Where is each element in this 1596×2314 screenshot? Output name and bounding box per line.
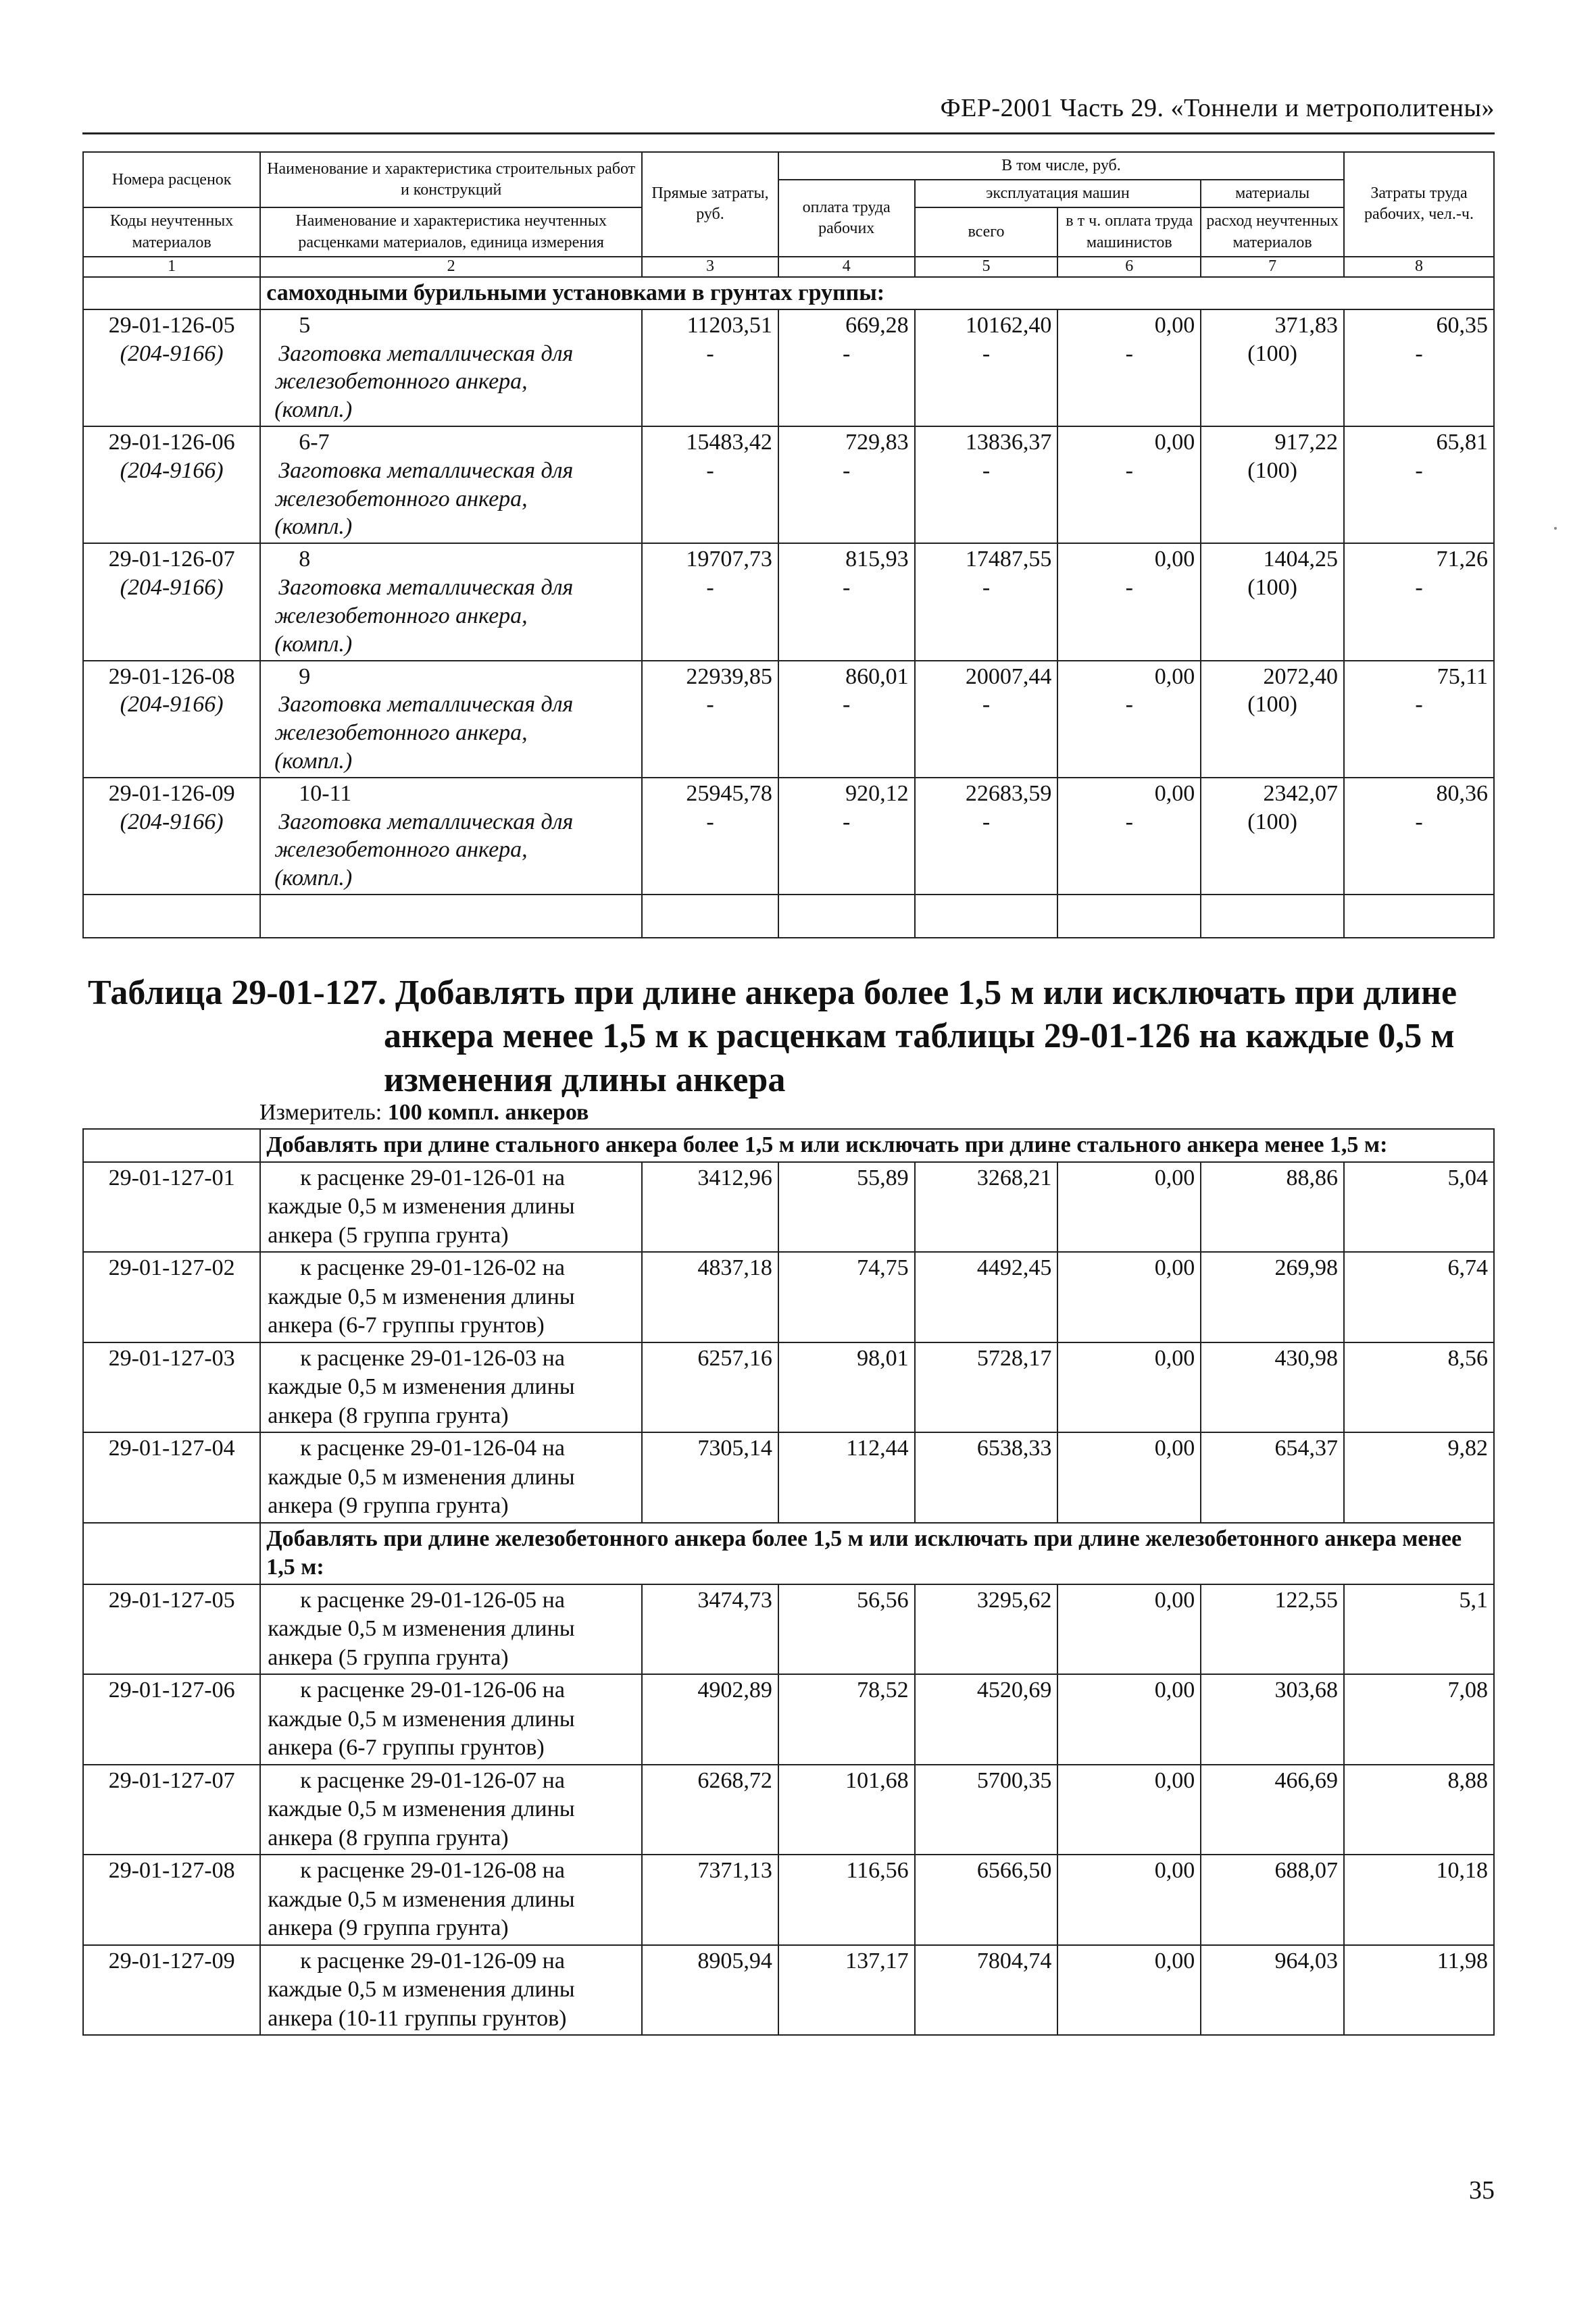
material-name: (компл.) <box>274 865 353 891</box>
description-line: к расценке 29-01-126-02 на <box>300 1255 565 1280</box>
margin-mark <box>1554 527 1557 530</box>
materials-use: (100) <box>1247 692 1297 718</box>
material-name: железобетонного анкера, <box>274 720 528 746</box>
value-materials: 122,55 <box>1201 1584 1344 1675</box>
steel-rows <box>83 1162 1494 1523</box>
value-labor: 8,88 <box>1344 1765 1494 1855</box>
value-wages: 112,44 <box>778 1432 915 1523</box>
value-machines: 3268,21 <box>915 1162 1058 1253</box>
description-line: анкера (5 группа грунта) <box>268 1644 509 1670</box>
dash: - <box>1415 692 1423 718</box>
col-labor: Затраты труда рабочих, чел.-ч. <box>1344 152 1494 257</box>
value-machinists: 0,00 <box>1057 1162 1201 1253</box>
description-line: анкера (6-7 группы грунтов) <box>268 1313 545 1338</box>
materials-use: (100) <box>1247 341 1297 366</box>
value-cell <box>1057 543 1201 660</box>
rate-code: 29-01-126-06 <box>108 430 235 455</box>
description-cell <box>260 1342 642 1433</box>
value-labor: 9,82 <box>1344 1432 1494 1523</box>
rate-code-cell <box>83 309 260 426</box>
col-number: 4 <box>778 257 915 277</box>
table-row <box>83 1342 1494 1433</box>
table-row <box>83 661 1494 778</box>
dash: - <box>982 809 991 834</box>
col-materials-use: расход неучтенных материалов <box>1201 207 1344 256</box>
value-wages: 116,56 <box>778 1855 915 1945</box>
top-table-tail <box>83 895 1494 938</box>
description-line: каждые 0,5 м изменения длины <box>268 1886 575 1912</box>
value-cell <box>778 661 915 778</box>
rate-code-cell <box>83 543 260 660</box>
value-labor: 6,74 <box>1344 1252 1494 1342</box>
empty-row <box>83 895 1494 938</box>
value-cell <box>915 543 1058 660</box>
material-code: (204-9166) <box>120 457 224 483</box>
description-line: к расценке 29-01-126-07 на <box>300 1767 565 1793</box>
dash: - <box>1125 341 1133 366</box>
value-direct: 6268,72 <box>642 1765 778 1855</box>
dash: - <box>1125 575 1133 601</box>
value-wages: 860,01 <box>845 663 909 689</box>
col-name-top: Наименование и характеристика строительных работ и конструкций <box>260 152 642 207</box>
rate-code: 29-01-126-07 <box>108 547 235 572</box>
value-direct: 3412,96 <box>642 1162 778 1253</box>
description-line: каждые 0,5 м изменения длины <box>268 1977 575 2002</box>
col-direct: Прямые затраты, руб. <box>642 152 778 257</box>
value-wages: 920,12 <box>845 780 909 806</box>
section-row <box>83 277 1494 309</box>
description-line: к расценке 29-01-126-09 на <box>300 1948 565 1973</box>
description-line: каждые 0,5 м изменения длины <box>268 1194 575 1219</box>
description-cell <box>260 1252 642 1342</box>
table-head <box>83 152 1494 257</box>
col-number: 2 <box>260 257 642 277</box>
description-cell <box>260 1432 642 1523</box>
value-wages: 101,68 <box>778 1765 915 1855</box>
value-machines: 7804,74 <box>915 1945 1058 2036</box>
dash: - <box>1415 809 1423 834</box>
value-machinists: 0,00 <box>1154 430 1195 455</box>
dash: - <box>843 457 851 483</box>
description-line: анкера (6-7 группы грунтов) <box>268 1735 545 1760</box>
value-direct: 3474,73 <box>642 1584 778 1675</box>
name-cell <box>260 543 642 660</box>
column-numbers <box>83 257 1494 277</box>
col-wages: оплата труда рабочих <box>778 180 915 257</box>
col-materials: материалы <box>1201 180 1344 207</box>
value-materials: 88,86 <box>1201 1162 1344 1253</box>
dash: - <box>982 341 991 366</box>
value-cell <box>1344 426 1494 543</box>
table-title-line: анкера менее 1,5 м к расценкам таблицы 29-01-126 на каждые 0,5 м <box>384 1017 1455 1056</box>
value-cell <box>1201 778 1344 895</box>
material-code: (204-9166) <box>120 692 224 718</box>
description-line: к расценке 29-01-126-06 на <box>300 1678 565 1703</box>
value-machinists: 0,00 <box>1057 1855 1201 1945</box>
rate-code: 29-01-127-03 <box>83 1342 260 1433</box>
material-name: (компл.) <box>274 514 353 540</box>
value-direct: 7305,14 <box>642 1432 778 1523</box>
value-machinists: 0,00 <box>1057 1674 1201 1765</box>
description-cell <box>260 1584 642 1675</box>
rate-code: 29-01-127-05 <box>83 1584 260 1675</box>
table-row <box>83 543 1494 660</box>
soil-group: 9 <box>299 663 311 689</box>
section-row <box>83 1523 1494 1584</box>
rc-rows <box>83 1584 1494 2036</box>
value-labor: 65,81 <box>1436 430 1488 455</box>
value-materials: 371,83 <box>1274 312 1339 338</box>
rate-code: 29-01-127-04 <box>83 1432 260 1523</box>
material-name: железобетонного анкера, <box>274 837 528 863</box>
materials-use: (100) <box>1247 457 1297 483</box>
value-cell <box>1057 426 1201 543</box>
table-row <box>83 1855 1494 1945</box>
rate-code: 29-01-127-07 <box>83 1765 260 1855</box>
value-machines: 10162,40 <box>965 312 1052 338</box>
col-machinists: в т ч. оплата труда машинистов <box>1057 207 1201 256</box>
description-line: каждые 0,5 м изменения длины <box>268 1616 575 1641</box>
dash: - <box>1415 457 1423 483</box>
value-materials: 303,68 <box>1201 1674 1344 1765</box>
material-name: Заготовка металлическая для <box>278 341 574 366</box>
value-labor: 7,08 <box>1344 1674 1494 1765</box>
rate-code: 29-01-127-09 <box>83 1945 260 2036</box>
soil-group: 8 <box>299 547 311 572</box>
value-wages: 74,75 <box>778 1252 915 1342</box>
name-cell <box>260 309 642 426</box>
value-cell <box>1057 661 1201 778</box>
description-line: к расценке 29-01-126-01 на <box>300 1165 565 1190</box>
header-rule <box>82 132 1495 134</box>
dash: - <box>1125 457 1133 483</box>
value-labor: 75,11 <box>1437 663 1488 689</box>
value-cell <box>642 543 778 660</box>
rates-table-126 <box>82 151 1495 938</box>
value-cell <box>778 543 915 660</box>
measure-value: 100 компл. анкеров <box>387 1100 589 1125</box>
rate-code-cell <box>83 778 260 895</box>
value-machines: 6538,33 <box>915 1432 1058 1523</box>
value-labor: 60,35 <box>1436 312 1488 338</box>
materials-use: (100) <box>1247 575 1297 601</box>
dash: - <box>706 692 714 718</box>
value-cell <box>1344 778 1494 895</box>
value-wages: 56,56 <box>778 1584 915 1675</box>
value-labor: 8,56 <box>1344 1342 1494 1433</box>
material-name: Заготовка металлическая для <box>278 575 574 601</box>
description-line: каждые 0,5 м изменения длины <box>268 1374 575 1399</box>
value-direct: 6257,16 <box>642 1342 778 1433</box>
material-code: (204-9166) <box>120 575 224 601</box>
value-cell <box>1201 309 1344 426</box>
value-machines: 4520,69 <box>915 1674 1058 1765</box>
table-row <box>83 426 1494 543</box>
table-row <box>83 1162 1494 1253</box>
description-line: каждые 0,5 м изменения длины <box>268 1464 575 1490</box>
dash: - <box>843 341 851 366</box>
value-direct: 7371,13 <box>642 1855 778 1945</box>
value-cell <box>1344 543 1494 660</box>
value-machinists: 0,00 <box>1057 1584 1201 1675</box>
dash: - <box>1125 809 1133 834</box>
page-header: ФЕР-2001 Часть 29. «Тоннели и метрополитены» <box>940 94 1495 122</box>
name-cell <box>260 778 642 895</box>
description-line: каждые 0,5 м изменения длины <box>268 1706 575 1732</box>
table-row <box>83 309 1494 426</box>
value-materials: 269,98 <box>1201 1252 1344 1342</box>
value-materials: 430,98 <box>1201 1342 1344 1433</box>
rate-code: 29-01-126-05 <box>108 312 235 338</box>
description-line: к расценке 29-01-126-08 на <box>300 1858 565 1883</box>
table-row <box>83 1252 1494 1342</box>
value-machines: 4492,45 <box>915 1252 1058 1342</box>
description-cell <box>260 1162 642 1253</box>
value-wages: 729,83 <box>845 430 909 455</box>
value-wages: 815,93 <box>845 547 909 572</box>
value-materials: 917,22 <box>1274 430 1339 455</box>
value-materials: 688,07 <box>1201 1855 1344 1945</box>
col-name-bottom: Наименование и характеристика неучтенных расценками материалов, единица измерения <box>260 207 642 256</box>
measure-label: Измеритель: <box>259 1100 382 1125</box>
value-direct: 4837,18 <box>642 1252 778 1342</box>
description-line: каждые 0,5 м изменения длины <box>268 1796 575 1821</box>
rate-code-cell <box>83 426 260 543</box>
section-title: самоходными бурильными установками в грунтах группы: <box>260 277 1494 309</box>
material-code: (204-9166) <box>120 809 224 834</box>
col-number: 6 <box>1057 257 1201 277</box>
soil-group: 10-11 <box>299 780 352 806</box>
col-codes-bottom: Коды неучтенных материалов <box>83 207 260 256</box>
value-labor: 11,98 <box>1344 1945 1494 2036</box>
value-cell <box>778 426 915 543</box>
value-direct: 4902,89 <box>642 1674 778 1765</box>
dash: - <box>843 809 851 834</box>
dash: - <box>982 692 991 718</box>
material-name: (компл.) <box>274 631 353 657</box>
page-number: 35 <box>1469 2176 1495 2205</box>
dash: - <box>706 457 714 483</box>
dash: - <box>706 809 714 834</box>
soil-group: 5 <box>299 312 311 338</box>
rate-code: 29-01-126-08 <box>108 663 235 689</box>
col-number: 3 <box>642 257 778 277</box>
rc-section <box>83 1523 1494 1584</box>
col-including: В том числе, руб. <box>778 152 1344 180</box>
col-machines: эксплуатация машин <box>915 180 1201 207</box>
col-codes-top: Номера расценок <box>83 152 260 207</box>
description-line: каждые 0,5 м изменения длины <box>268 1284 575 1309</box>
description-line: анкера (9 группа грунта) <box>268 1915 509 1940</box>
value-labor: 5,04 <box>1344 1162 1494 1253</box>
value-cell <box>1344 661 1494 778</box>
description-line: анкера (10-11 группы грунтов) <box>268 2005 567 2031</box>
dash: - <box>706 575 714 601</box>
rates-table-127 <box>82 1128 1495 2036</box>
rate-code: 29-01-126-09 <box>108 780 235 806</box>
value-materials: 964,03 <box>1201 1945 1344 2036</box>
dash: - <box>1415 575 1423 601</box>
value-cell <box>1057 309 1201 426</box>
section-row <box>83 1129 1494 1162</box>
value-materials: 654,37 <box>1201 1432 1344 1523</box>
description-line: анкера (8 группа грунта) <box>268 1403 509 1428</box>
value-machines: 5728,17 <box>915 1342 1058 1433</box>
table-row <box>83 1765 1494 1855</box>
value-direct: 25945,78 <box>686 780 772 806</box>
material-name: железобетонного анкера, <box>274 486 528 511</box>
name-cell <box>260 426 642 543</box>
col-machines-total: всего <box>915 207 1058 256</box>
value-machines: 3295,62 <box>915 1584 1058 1675</box>
value-materials: 1404,25 <box>1263 547 1339 572</box>
value-wages: 137,17 <box>778 1945 915 2036</box>
material-name: Заготовка металлическая для <box>278 457 574 483</box>
value-machinists: 0,00 <box>1057 1252 1201 1342</box>
value-cell <box>1344 309 1494 426</box>
table-row <box>83 1674 1494 1765</box>
dash: - <box>982 457 991 483</box>
description-line: к расценке 29-01-126-03 на <box>300 1345 565 1371</box>
top-table-body <box>83 257 1494 309</box>
material-name: железобетонного анкера, <box>274 603 528 628</box>
material-name: (компл.) <box>274 748 353 774</box>
dash: - <box>706 341 714 366</box>
material-name: Заготовка металлическая для <box>278 692 574 718</box>
col-number: 1 <box>83 257 260 277</box>
value-machinists: 0,00 <box>1057 1945 1201 2036</box>
value-materials: 2342,07 <box>1263 780 1339 806</box>
table-title-line: Таблица 29-01-127. Добавлять при длине анкера более 1,5 м или исключать при длине <box>88 974 1457 1012</box>
dash: - <box>1125 692 1133 718</box>
description-line: к расценке 29-01-126-05 на <box>300 1587 565 1613</box>
description-cell <box>260 1674 642 1765</box>
value-direct: 15483,42 <box>686 430 772 455</box>
value-cell <box>1201 426 1344 543</box>
dash: - <box>843 575 851 601</box>
dash: - <box>982 575 991 601</box>
value-direct: 11203,51 <box>687 312 772 338</box>
value-cell <box>642 426 778 543</box>
value-machines: 17487,55 <box>965 547 1052 572</box>
dash: - <box>1415 341 1423 366</box>
description-line: анкера (5 группа грунта) <box>268 1222 509 1248</box>
rate-code: 29-01-127-01 <box>83 1162 260 1253</box>
value-labor: 5,1 <box>1344 1584 1494 1675</box>
value-cell <box>642 778 778 895</box>
value-machines: 22683,59 <box>965 780 1052 806</box>
material-name: (компл.) <box>274 397 353 423</box>
soil-group: 6-7 <box>299 430 330 455</box>
value-direct: 19707,73 <box>686 547 772 572</box>
description-cell <box>260 1855 642 1945</box>
description-line: анкера (9 группа грунта) <box>268 1493 509 1518</box>
table-title-line: изменения длины анкера <box>384 1060 786 1099</box>
description-cell <box>260 1945 642 2036</box>
value-materials: 466,69 <box>1201 1765 1344 1855</box>
table-row <box>83 778 1494 895</box>
value-machinists: 0,00 <box>1057 1432 1201 1523</box>
value-machinists: 0,00 <box>1154 547 1195 572</box>
value-cell <box>915 661 1058 778</box>
value-wages: 55,89 <box>778 1162 915 1253</box>
table-row <box>83 1945 1494 2036</box>
material-name: Заготовка металлическая для <box>278 809 574 834</box>
section-title: Добавлять при длине железобетонного анкера более 1,5 м или исключать при длине железобетонного анкера менее 1,5 м: <box>260 1523 1494 1584</box>
value-machinists: 0,00 <box>1154 312 1195 338</box>
material-code: (204-9166) <box>120 341 224 366</box>
rate-code: 29-01-127-02 <box>83 1252 260 1342</box>
steel-section <box>83 1129 1494 1162</box>
value-labor: 71,26 <box>1436 547 1488 572</box>
value-wages: 98,01 <box>778 1342 915 1433</box>
materials-use: (100) <box>1247 809 1297 834</box>
value-cell <box>642 309 778 426</box>
value-cell <box>642 661 778 778</box>
value-labor: 10,18 <box>1344 1855 1494 1945</box>
rate-code: 29-01-127-06 <box>83 1674 260 1765</box>
value-cell <box>915 778 1058 895</box>
rate-code-cell <box>83 661 260 778</box>
value-cell <box>778 778 915 895</box>
value-cell <box>1057 778 1201 895</box>
value-machines: 20007,44 <box>965 663 1052 689</box>
table-row <box>83 1584 1494 1675</box>
table-title <box>88 972 1487 1102</box>
col-number: 5 <box>915 257 1058 277</box>
value-wages: 669,28 <box>845 312 909 338</box>
material-name: железобетонного анкера, <box>274 369 528 395</box>
value-cell <box>778 309 915 426</box>
description-line: анкера (8 группа грунта) <box>268 1825 509 1851</box>
col-number: 8 <box>1344 257 1494 277</box>
value-wages: 78,52 <box>778 1674 915 1765</box>
rate-code: 29-01-127-08 <box>83 1855 260 1945</box>
value-machinists: 0,00 <box>1154 780 1195 806</box>
value-cell <box>1201 543 1344 660</box>
value-machines: 6566,50 <box>915 1855 1058 1945</box>
name-cell <box>260 661 642 778</box>
value-machines: 5700,35 <box>915 1765 1058 1855</box>
description-cell <box>260 1765 642 1855</box>
value-machinists: 0,00 <box>1154 663 1195 689</box>
value-materials: 2072,40 <box>1263 663 1339 689</box>
section-title: Добавлять при длине стального анкера более 1,5 м или исключать при длине стального анкера менее 1,5 м: <box>260 1129 1494 1162</box>
value-labor: 80,36 <box>1436 780 1488 806</box>
value-cell <box>915 426 1058 543</box>
table-row <box>83 1432 1494 1523</box>
value-machinists: 0,00 <box>1057 1765 1201 1855</box>
col-number: 7 <box>1201 257 1344 277</box>
value-machinists: 0,00 <box>1057 1342 1201 1433</box>
value-cell <box>1201 661 1344 778</box>
top-rows <box>83 309 1494 895</box>
value-cell <box>915 309 1058 426</box>
value-direct: 22939,85 <box>686 663 772 689</box>
dash: - <box>843 692 851 718</box>
description-line: к расценке 29-01-126-04 на <box>300 1436 565 1461</box>
value-machines: 13836,37 <box>965 430 1052 455</box>
measure-line <box>259 1100 589 1126</box>
value-direct: 8905,94 <box>642 1945 778 2036</box>
